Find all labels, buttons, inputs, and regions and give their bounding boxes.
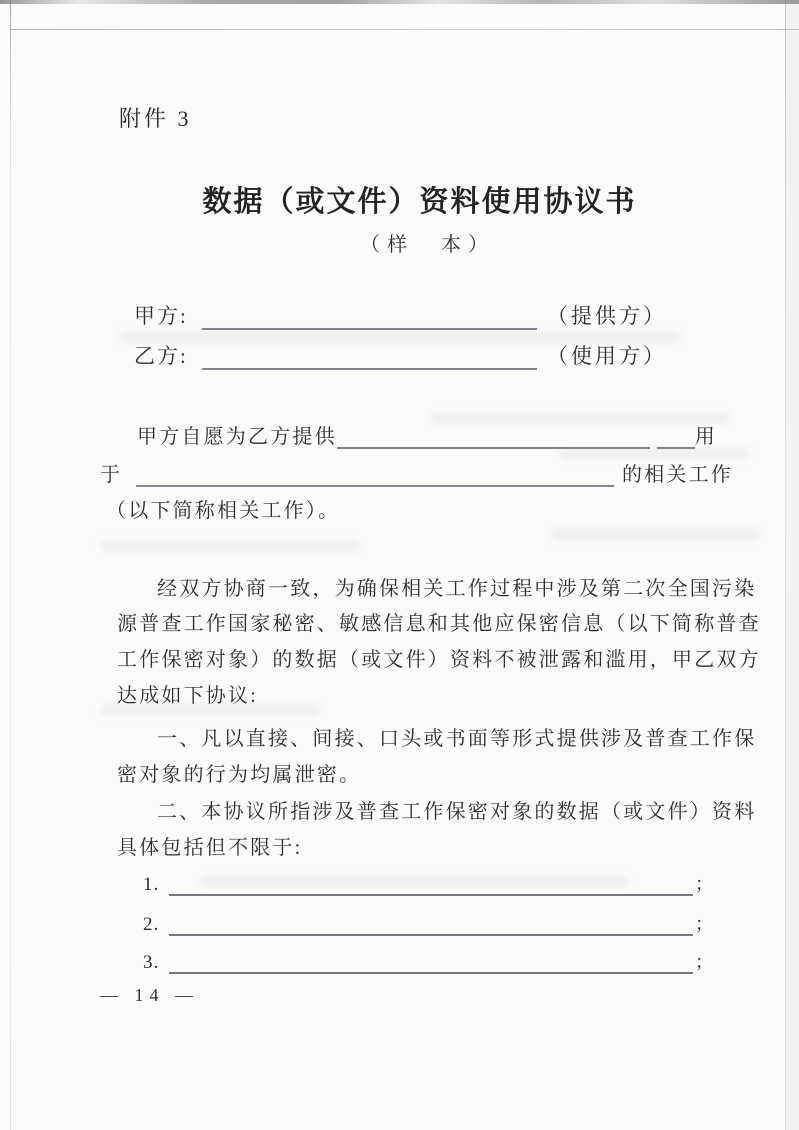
article1-line: 密对象的行为均属泄密。 (117, 764, 362, 786)
list-item-2 (143, 910, 713, 936)
list-item-3-semicolon: ； (695, 952, 713, 972)
bleed-through-artifact (100, 540, 360, 552)
preamble-line: 源普查工作国家秘密、敏感信息和其他应保密信息（以下简称普查 (117, 613, 761, 635)
list-item-2-blank (169, 913, 693, 936)
list-item-1-semicolon: ； (695, 874, 713, 894)
intro-line-2-suffix: 的相关工作 (622, 464, 733, 486)
intro-line-2 (100, 458, 733, 487)
scan-top-border-line (10, 29, 799, 30)
scan-right-margin-shade (786, 0, 799, 1130)
preamble-line: 工作保密对象）的数据（或文件）资料不被泄露和滥用，甲乙双方 (117, 649, 761, 671)
article2-line: 具体包括但不限于: (117, 837, 303, 859)
party-b-blank-line (202, 345, 537, 370)
list-item-1-number: 1. (143, 874, 160, 895)
list-item-3-number: 3. (143, 952, 160, 973)
attachment-label: 附件 3 (119, 106, 192, 131)
list-item-3-blank (169, 951, 693, 974)
party-b-role: （使用方） (546, 344, 667, 368)
party-a-blank-line (202, 305, 537, 330)
party-a-row (134, 300, 679, 330)
intro-line-2-blank (136, 463, 614, 487)
page-number: — 14 — (100, 985, 199, 1005)
intro-line-1-blank (337, 425, 650, 449)
preamble-line: 经双方协商一致，为确保相关工作过程中涉及第二次全国污染 (157, 578, 757, 600)
document-title: 数据（或文件）资料使用协议书 (202, 186, 637, 218)
intro-line-1-blank-short (657, 425, 695, 449)
preamble-line: 达成如下协议: (117, 685, 258, 707)
bleed-through-artifact (550, 528, 760, 541)
intro-line-1-prefix: 甲方自愿为乙方提供 (137, 426, 337, 448)
list-item-2-semicolon: ； (695, 914, 713, 934)
intro-line-1 (137, 420, 717, 449)
list-item-3 (143, 948, 713, 974)
article2-line: 二、本协议所指涉及普查工作保密对象的数据（或文件）资料 (157, 801, 757, 823)
scan-top-edge-artifact (0, 0, 799, 4)
intro-line-1-suffix: 用 (694, 426, 717, 448)
list-item-1 (143, 870, 713, 896)
party-a-role: （提供方） (546, 304, 667, 328)
party-b-row (134, 340, 679, 370)
list-item-2-number: 2. (143, 914, 160, 935)
article1-line: 一、凡以直接、间接、口头或书面等形式提供涉及普查工作保 (157, 728, 757, 750)
party-a-label: 甲方: (134, 304, 188, 328)
list-item-1-blank (169, 873, 693, 896)
document-subtitle: （样 本） (360, 234, 495, 256)
intro-line-2-prefix: 于 (100, 464, 123, 486)
intro-line-3: （以下简称相关工作）。 (106, 500, 341, 522)
scan-left-border-line (10, 0, 11, 1130)
party-b-label: 乙方: (134, 344, 188, 368)
